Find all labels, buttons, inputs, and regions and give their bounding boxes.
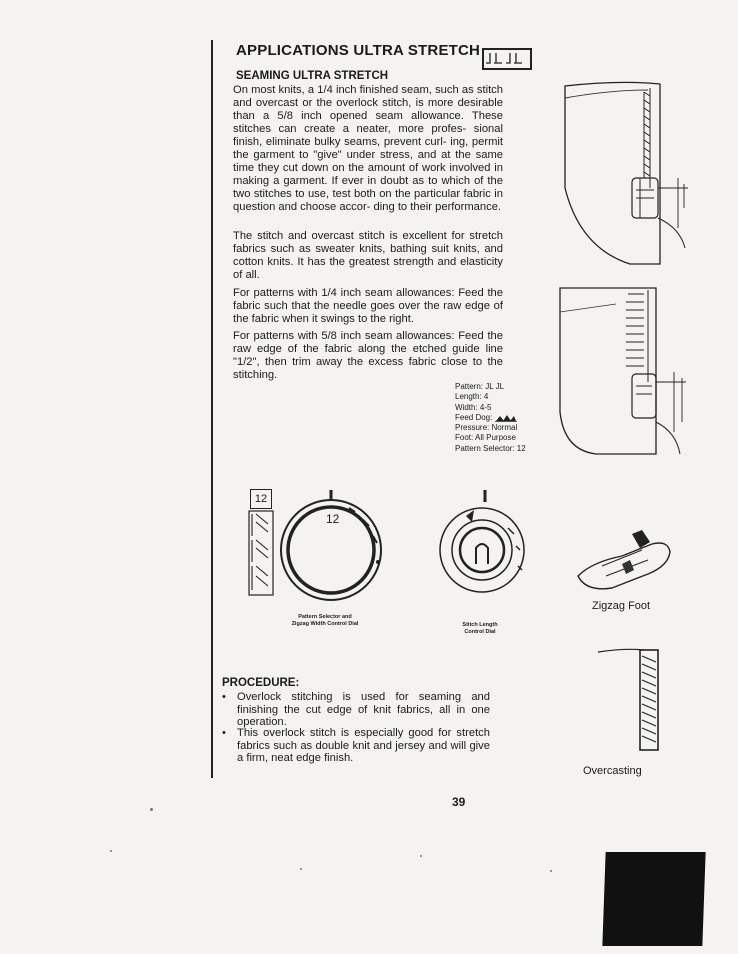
procedure-item-text: This overlock stitch is especially good for stretch fabrics such as double knit and jersey and will give a firm, neat edge finish.: [237, 727, 490, 764]
overcasting-illustration: [596, 646, 662, 756]
paragraph-3: For patterns with 1/4 inch seam allowances: Feed the fabric such that the needle goes over the raw edge of the fabric when it swings to the right.: [233, 287, 503, 325]
feed-dog-label: Feed Dog:: [455, 412, 493, 422]
zigzag-foot-icon: [572, 526, 678, 598]
length-caption-line-2: Control Dial: [464, 629, 496, 635]
machine-settings: [455, 382, 526, 454]
scan-shadow: [602, 852, 705, 946]
scan-speck: [420, 855, 422, 857]
setting-feed-dog: [455, 413, 526, 423]
page-number: 39: [452, 795, 466, 809]
selector-window: 12: [250, 489, 272, 509]
stitch-length-dial[interactable]: [430, 488, 540, 608]
procedure-item: [222, 691, 490, 729]
setting-pattern: Pattern: JL JL: [455, 382, 505, 391]
selector-dial-caption: [286, 614, 364, 628]
selector-caption-line-1: Pattern Selector and: [298, 614, 352, 620]
paragraph-2: The stitch and overcast stitch is excellent for stretch fabrics such as sweater knits, bathing suit knits, and cotton knits. It has the greatest strength and elasticity of all.: [233, 230, 503, 281]
page-title: APPLICATIONS ULTRA STRETCH: [236, 42, 481, 59]
stitched-seam-illustration-top: [560, 78, 700, 268]
setting-length: Length: 4: [455, 392, 489, 402]
setting-selector: Pattern Selector: 12: [455, 443, 526, 453]
paragraph-1: On most knits, a 1/4 inch finished seam, such as stitch and overcast or the overlock stitch, is more desirable than a 5/8 inch opened seam allowance. These stitches can create a neater, more profes- sional finish, eliminate bulky seams, prevent curl- ing, permit the garment to "give" under stress, and at the same time they cut down on the amount of work involved in making a garment. If ever in doubt as to which of the two stitches to use, test both on the particular fabric in question and choose accor- ding to their performance.: [233, 84, 503, 213]
procedure-title: PROCEDURE:: [222, 677, 300, 689]
bullet-icon: •: [222, 691, 226, 703]
feed-dog-icon: [495, 414, 517, 422]
setting-foot: Foot: All Purpose: [455, 433, 516, 443]
bullet-icon: •: [222, 727, 226, 739]
margin-rule: [211, 40, 213, 778]
scan-speck: [300, 868, 302, 870]
selector-dial-number: 12: [326, 512, 340, 526]
setting-pressure: Pressure: Normal: [455, 423, 518, 433]
procedure-item: [222, 727, 490, 765]
scan-speck: [550, 870, 552, 872]
section-subheading: SEAMING ULTRA STRETCH: [236, 70, 389, 82]
zigzag-foot-label: Zigzag Foot: [592, 600, 651, 612]
stitched-seam-illustration-bottom: [556, 282, 696, 462]
selector-caption-line-2: Zigzag Width Control Dial: [291, 621, 359, 627]
overcasting-label: Overcasting: [583, 765, 642, 777]
paragraph-4: For patterns with 5/8 inch seam allowances: Feed the raw edge of the fabric along the etched guide line "1/2", then trim away the excess fabric close to the stitching.: [233, 330, 503, 381]
setting-width: Width: 4-5: [455, 402, 492, 412]
scan-speck: [110, 850, 112, 852]
length-caption-line-1: Stitch Length: [462, 622, 498, 628]
stitch-pattern-chart-icon: [248, 510, 274, 596]
pattern-symbol-icon: [482, 48, 532, 70]
pattern-selector-dial[interactable]: [273, 488, 393, 608]
scan-speck: [150, 808, 153, 811]
length-dial-caption: [455, 622, 505, 636]
procedure-item-text: Overlock stitching is used for seaming and finishing the cut edge of knit fabrics, all in one operation.: [237, 691, 490, 728]
